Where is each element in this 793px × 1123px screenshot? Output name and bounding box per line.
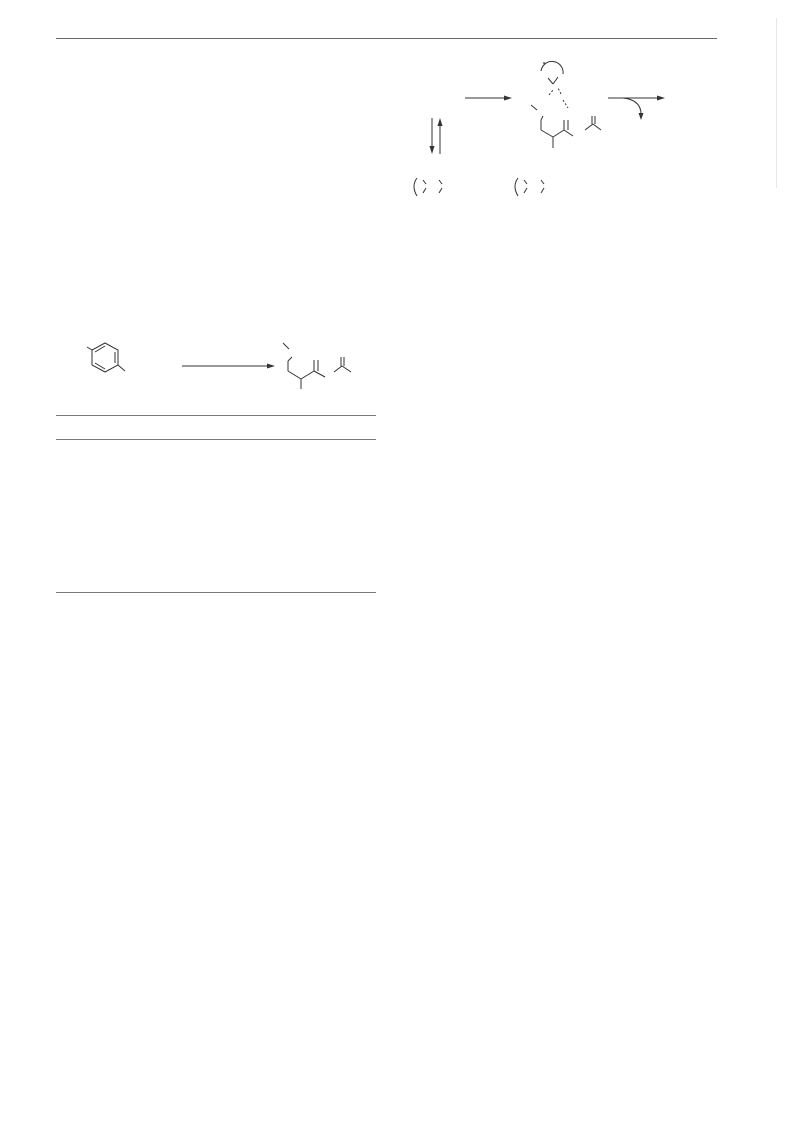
equilibrium-species-right — [515, 178, 544, 196]
equilibrium-species-left — [414, 178, 442, 196]
margin-rule — [776, 18, 777, 188]
table-top-rule — [56, 415, 376, 416]
equilibrium-arrows — [430, 118, 443, 154]
reaction-arrow — [182, 364, 275, 369]
benzene-ring-structure — [87, 343, 125, 372]
mechanism-scheme — [395, 50, 695, 210]
table-bottom-rule — [56, 592, 376, 593]
product-structure — [283, 343, 351, 389]
page-header-rule — [56, 38, 717, 39]
reaction-scheme — [85, 335, 365, 395]
transition-state-structure — [531, 61, 601, 148]
forward-reaction-arrow — [465, 96, 512, 101]
elimination-arrow — [608, 96, 665, 121]
table-header-rule — [56, 439, 376, 440]
